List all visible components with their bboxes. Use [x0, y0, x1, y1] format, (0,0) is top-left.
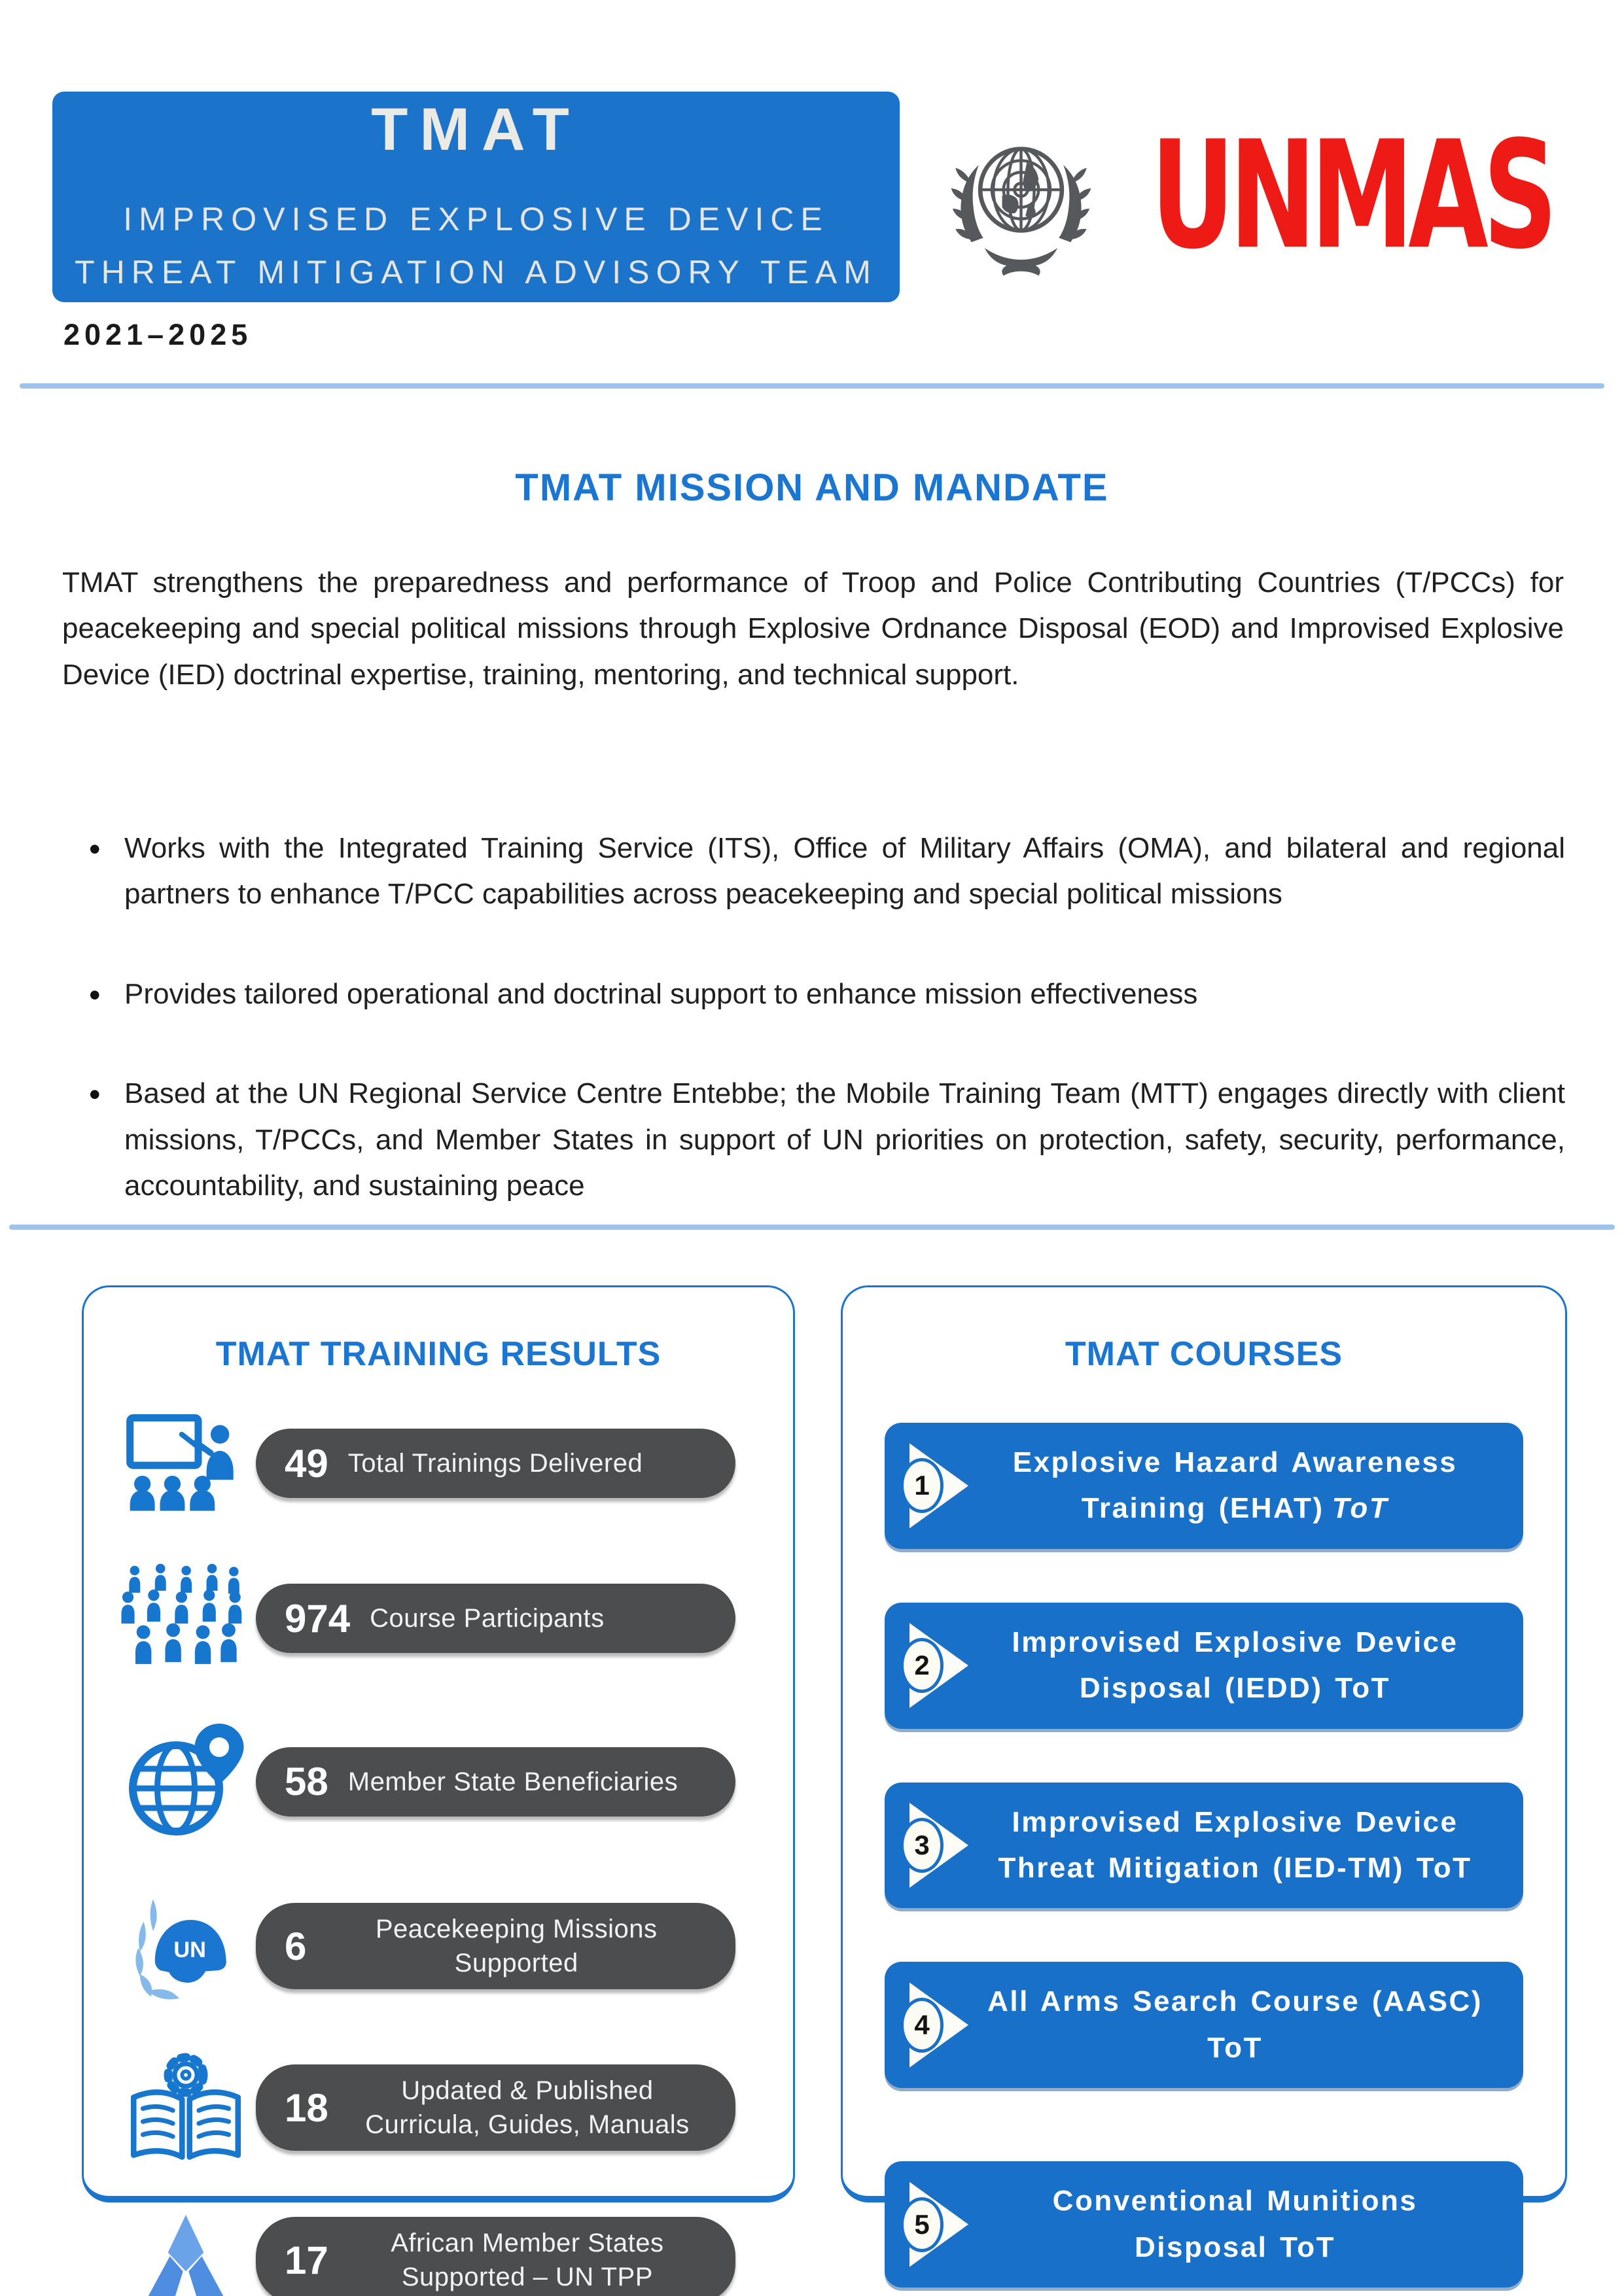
- mission-intro: TMAT strengthens the preparedness and performance of Troop and Police Contributing Countries (T/PCCs) for peacekeeping and special political missions through Explosive Ordnance Disposal (EOD) and Improvised Explosive Device (IED) doctrinal expertise, training, mentoring, and technical support.: [62, 566, 1564, 691]
- result-row-african-states: [115, 2213, 735, 2296]
- mission-bullet: • Based at the UN Regional Service Centre Entebbe; the Mobile Training Team (MTT) engages directly with client missions, T/PCCs, and Member States in support of UN priorities on protection, safety, security, performance, accountability, and sustaining peace: [85, 1071, 1565, 1209]
- course-label: Explosive Hazard Awareness Training (EHAT) ToT: [1012, 1446, 1458, 1525]
- training-results-card: [82, 1285, 795, 2291]
- mission-bullet: • Works with the Integrated Training Service (ITS), Office of Military Affairs (OMA), and bilateral and regional partners to enhance T/PCC capabilities across peacekeeping and special political missions: [85, 826, 1565, 918]
- stat-pill: [256, 2064, 735, 2151]
- stat-label: Total Trainings Delivered: [347, 1449, 643, 1478]
- course-number-badge: [900, 1803, 968, 1888]
- course-item-ied-tm: [885, 1783, 1523, 1909]
- stat-pill: [256, 1903, 735, 1989]
- course-number-badge: [900, 1443, 968, 1528]
- result-row-curricula: [115, 2051, 735, 2165]
- course-list: [843, 1423, 1565, 2287]
- stat-pill: [256, 1584, 735, 1653]
- course-label: All Arms Search Course (AASC) ToT: [987, 1985, 1483, 2064]
- course-item-aasc: [885, 1962, 1523, 2088]
- stat-label: Course Participants: [370, 1604, 605, 1633]
- course-item-ehat: [885, 1423, 1523, 1549]
- un-helmet-icon: [115, 1890, 256, 2002]
- unmas-logo: UNMAS: [1150, 108, 1552, 282]
- result-row-participants: [115, 1563, 735, 1673]
- stat-pill: [256, 1747, 735, 1817]
- stat-label: Member State Beneficiaries: [347, 1767, 679, 1796]
- page-subtitle: [75, 193, 877, 299]
- course-number: 4: [900, 1998, 944, 2053]
- page-title: TMAT: [371, 96, 581, 163]
- course-number-badge: [900, 1983, 968, 2068]
- header-title-box: [52, 92, 900, 302]
- course-number: 2: [900, 1638, 944, 1693]
- mission-bullet: • Provides tailored operational and doctrinal support to enhance mission effectiveness: [85, 971, 1565, 1017]
- course-number-badge: [900, 2182, 968, 2267]
- course-item-iedd: [885, 1603, 1523, 1729]
- stat-value: 58: [285, 1760, 328, 1803]
- stat-value: 49: [285, 1441, 328, 1486]
- un-helmet-text: UN: [173, 1938, 206, 1963]
- mission-heading: TMAT MISSION AND MANDATE: [515, 466, 1109, 509]
- stat-label: African Member States Supported – UN TPP: [391, 2229, 664, 2291]
- results-heading: TMAT TRAINING RESULTS: [215, 1335, 662, 1373]
- results-rows: [84, 1412, 793, 2296]
- book-gear-icon: [115, 2051, 256, 2165]
- stat-pill: [256, 2217, 735, 2296]
- course-label: Conventional Munitions Disposal ToT: [1052, 2185, 1418, 2263]
- result-row-trainings: [115, 1412, 735, 1515]
- divider-middle: [9, 1225, 1615, 1230]
- years-label: 2021–2025: [63, 318, 253, 351]
- stat-value: 18: [285, 2085, 328, 2130]
- course-number-badge: [900, 1623, 968, 1708]
- course-label: Improvised Explosive Device Threat Mitigation (IED-TM) ToT: [998, 1805, 1472, 1884]
- courses-heading: TMAT COURSES: [1065, 1335, 1343, 1373]
- stat-value: 6: [285, 1924, 307, 1968]
- participants-crowd-icon: [115, 1563, 256, 1673]
- course-label: Improvised Explosive Device Disposal (IEDD) ToT: [1012, 1626, 1458, 1705]
- result-row-peacekeeping: [115, 1890, 735, 2002]
- mission-bullet-list: [85, 826, 1565, 1262]
- result-row-member-states: [115, 1722, 735, 1841]
- course-item-cmd: [885, 2161, 1523, 2287]
- un-emblem-icon: [941, 110, 1101, 294]
- courses-card: [841, 1285, 1567, 2263]
- subtitle-line-1: IMPROVISED EXPLOSIVE DEVICE: [123, 200, 829, 237]
- divider-top: [20, 383, 1604, 389]
- subtitle-line-2: THREAT MITIGATION ADVISORY TEAM: [75, 253, 877, 290]
- cards-row: [82, 1285, 1567, 2291]
- stat-value: 17: [285, 2238, 328, 2282]
- stat-value: 974: [285, 1596, 351, 1641]
- course-number: 3: [900, 1818, 944, 1873]
- stat-label: Updated & Published Curricula, Guides, Manuals: [365, 2076, 690, 2139]
- stat-label: Peacekeeping Missions Supported: [375, 1915, 658, 1977]
- tpp-triangle-icon: [115, 2213, 256, 2296]
- stat-pill: [256, 1429, 735, 1498]
- training-presentation-icon: [115, 1412, 256, 1515]
- course-number: 5: [900, 2197, 944, 2252]
- course-number: 1: [900, 1458, 944, 1513]
- globe-location-pin-icon: [115, 1722, 256, 1841]
